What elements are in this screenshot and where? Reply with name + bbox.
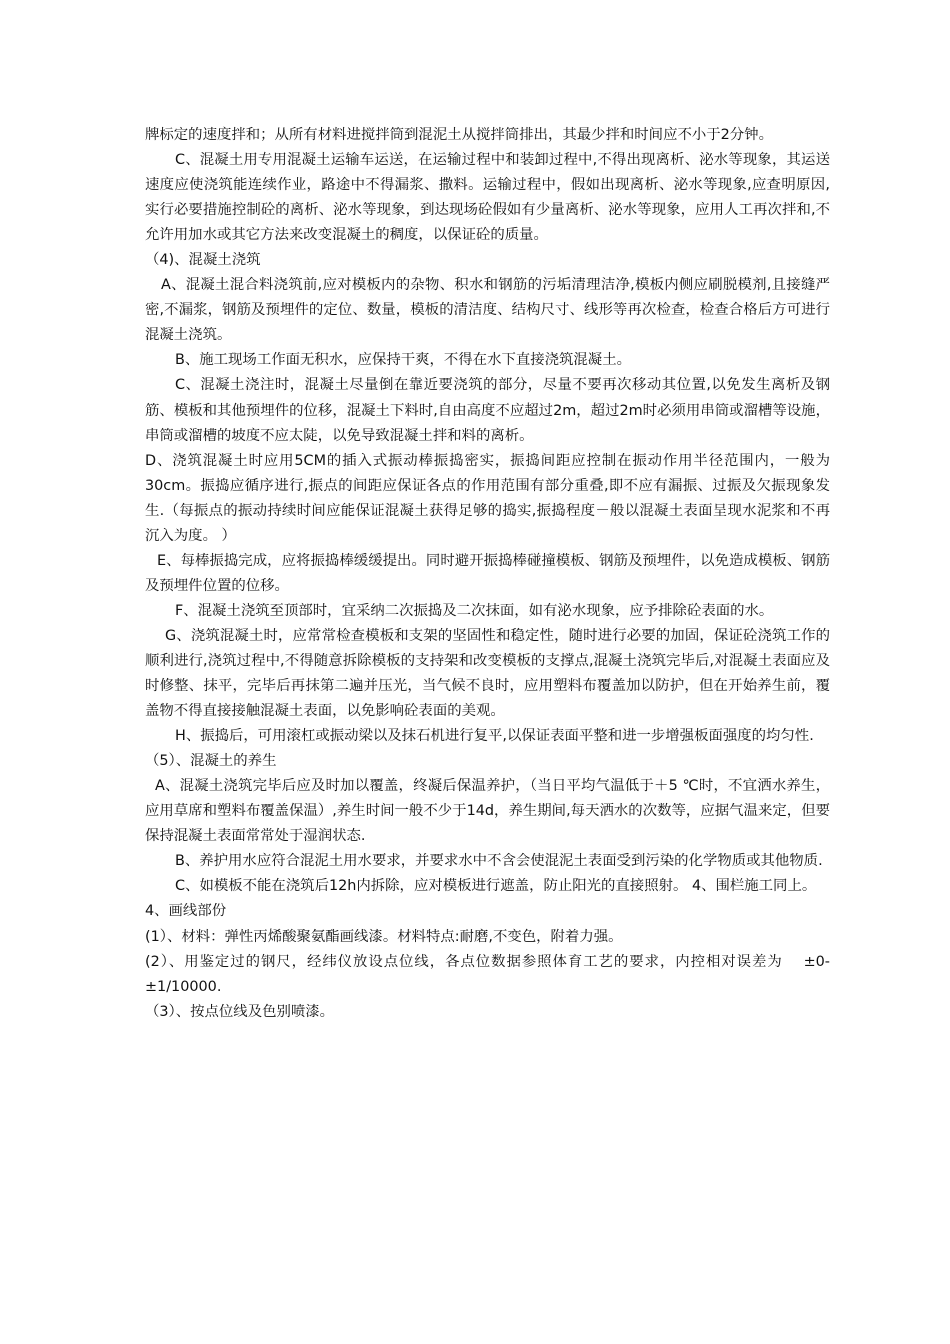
paragraph-pouring-h: H、振捣后，可用滚杠或振动梁以及抹石机进行复平,以保证表面平整和进一步增强板面强度的均匀性. [175, 728, 814, 745]
paragraph-pouring-d: D、浇筑混凝土时应用5CM的插入式振动棒振捣密实，振捣间距应控制在振动作用半径范围内，一般为30cm。振捣应循序进行,振点的间距应保证各点的作用范围有部分重叠,即不应有漏振、过振及欠振现象发生.（每振点的振动持续时间应能保证混凝土获得足够的捣实,振捣程度－般以混凝土表面呈现水泥浆和不再沉入为度。 ） [145, 452, 830, 544]
document-body [145, 123, 830, 1025]
paragraph-pouring-e: E、每棒振捣完成，应将振捣棒缓缓提出。同时避开振捣棒碰撞模板、钢筋及预埋件，以免造成模板、钢筋及预埋件位置的位移。 [145, 552, 830, 594]
paragraph-mixing-time: 牌标定的速度拌和；从所有材料进搅拌筒到混泥土从搅拌筒排出，其最少拌和时间应不小于2分钟。 [145, 127, 773, 143]
paragraph-pouring-g: G、浇筑混凝土时，应常常检查模板和支架的坚固性和稳定性，随时进行必要的加固，保证砼浇筑工作的顺利进行,浇筑过程中,不得随意拆除模板的支持架和改变模板的支撑点,混凝土浇筑完毕后,对混凝土表面应及时修整、抹平，完毕后再抹第二遍并压光，当气候不良时，应用塑料布覆盖加以防护，但在开始养生前，覆盖物不得直接接触混凝土表面，以免影响砼表面的美观。 [145, 627, 830, 720]
heading-concrete-pouring: （4)、混凝土浇筑 [145, 252, 261, 269]
paragraph-pouring-c: C、混凝土浇注时，混凝土尽量倒在靠近要浇筑的部分，尽量不要再次移动其位置,以免发生离析及钢筋、模板和其他预埋件的位移，混凝土下料时,自由高度不应超过2m，超过2m时必须用串筒或溜槽等设施，串筒或溜槽的坡度不应太陡，以免导致混凝土拌和料的离析。 [145, 377, 830, 444]
heading-curing: （5）、混凝土的养生 [145, 753, 277, 770]
paragraph-pouring-b: B、施工现场工作面无积水，应保持干爽，不得在水下直接浇筑混凝土。 [175, 352, 631, 369]
paragraph-curing-c: C、如模板不能在浇筑后12h内拆除，应对模板进行遮盖，防止阳光的直接照射。 4、围栏施工同上。 [175, 878, 817, 895]
paragraph-transport: C、混凝土用专用混凝土运输车运送，在运输过程中和装卸过程中,不得出现离析、泌水等现象，其运送速度应使浇筑能连续作业，路途中不得漏浆、撒料。运输过程中，假如出现离析、泌水等现象,应查明原因,实行必要措施控制砼的离析、泌水等现象，到达现场砼假如有少量离析、泌水等现象，应用人工再次拌和,不允许用加水或其它方法来改变混凝土的稠度，以保证砼的质量。 [145, 152, 830, 244]
heading-line-marking: 4、画线部份 [145, 903, 227, 920]
paragraph-pouring-a: A、混凝土混合料浇筑前,应对模板内的杂物、积水和钢筋的污垢清理洁净,模板内侧应刷脱模剂,且接缝严密,不漏浆，钢筋及预埋件的定位、数量，模板的清洁度、结构尺寸、线形等再次检查，检查合格后方可进行混凝土浇筑。 [145, 277, 830, 344]
paragraph-curing-a: A、混凝土浇筑完毕后应及时加以覆盖，终凝后保温养护，（当日平均气温低于＋5 ℃时，不宜洒水养生，应用草席和塑料布覆盖保温）,养生时间一般不少于14d，养生期间,每天洒水的次数等，应据气温来定，但要保持混凝土表面常常处于湿润状态. [145, 778, 830, 845]
paragraph-curing-b: B、养护用水应符合混泥土用水要求，并要求水中不含会使混泥土表面受到污染的化学物质或其他物质. [175, 853, 823, 870]
paragraph-line-survey: (2）、用鉴定过的钢尺，经纬仪放设点位线，各点位数据参照体育工艺的要求，内控相对误差为 ±0-±1/10000. [145, 953, 830, 995]
paragraph-pouring-f: F、混凝土浇筑至顶部时，宜采纳二次振捣及二次抹面，如有泌水现象，应予排除砼表面的水。 [175, 602, 774, 619]
paragraph-line-spray: （3）、按点位线及色别喷漆。 [145, 1003, 335, 1020]
paragraph-line-material: (1）、材料：弹性丙烯酸聚氨酯画线漆。材料特点:耐磨,不变色，附着力强。 [145, 928, 623, 945]
